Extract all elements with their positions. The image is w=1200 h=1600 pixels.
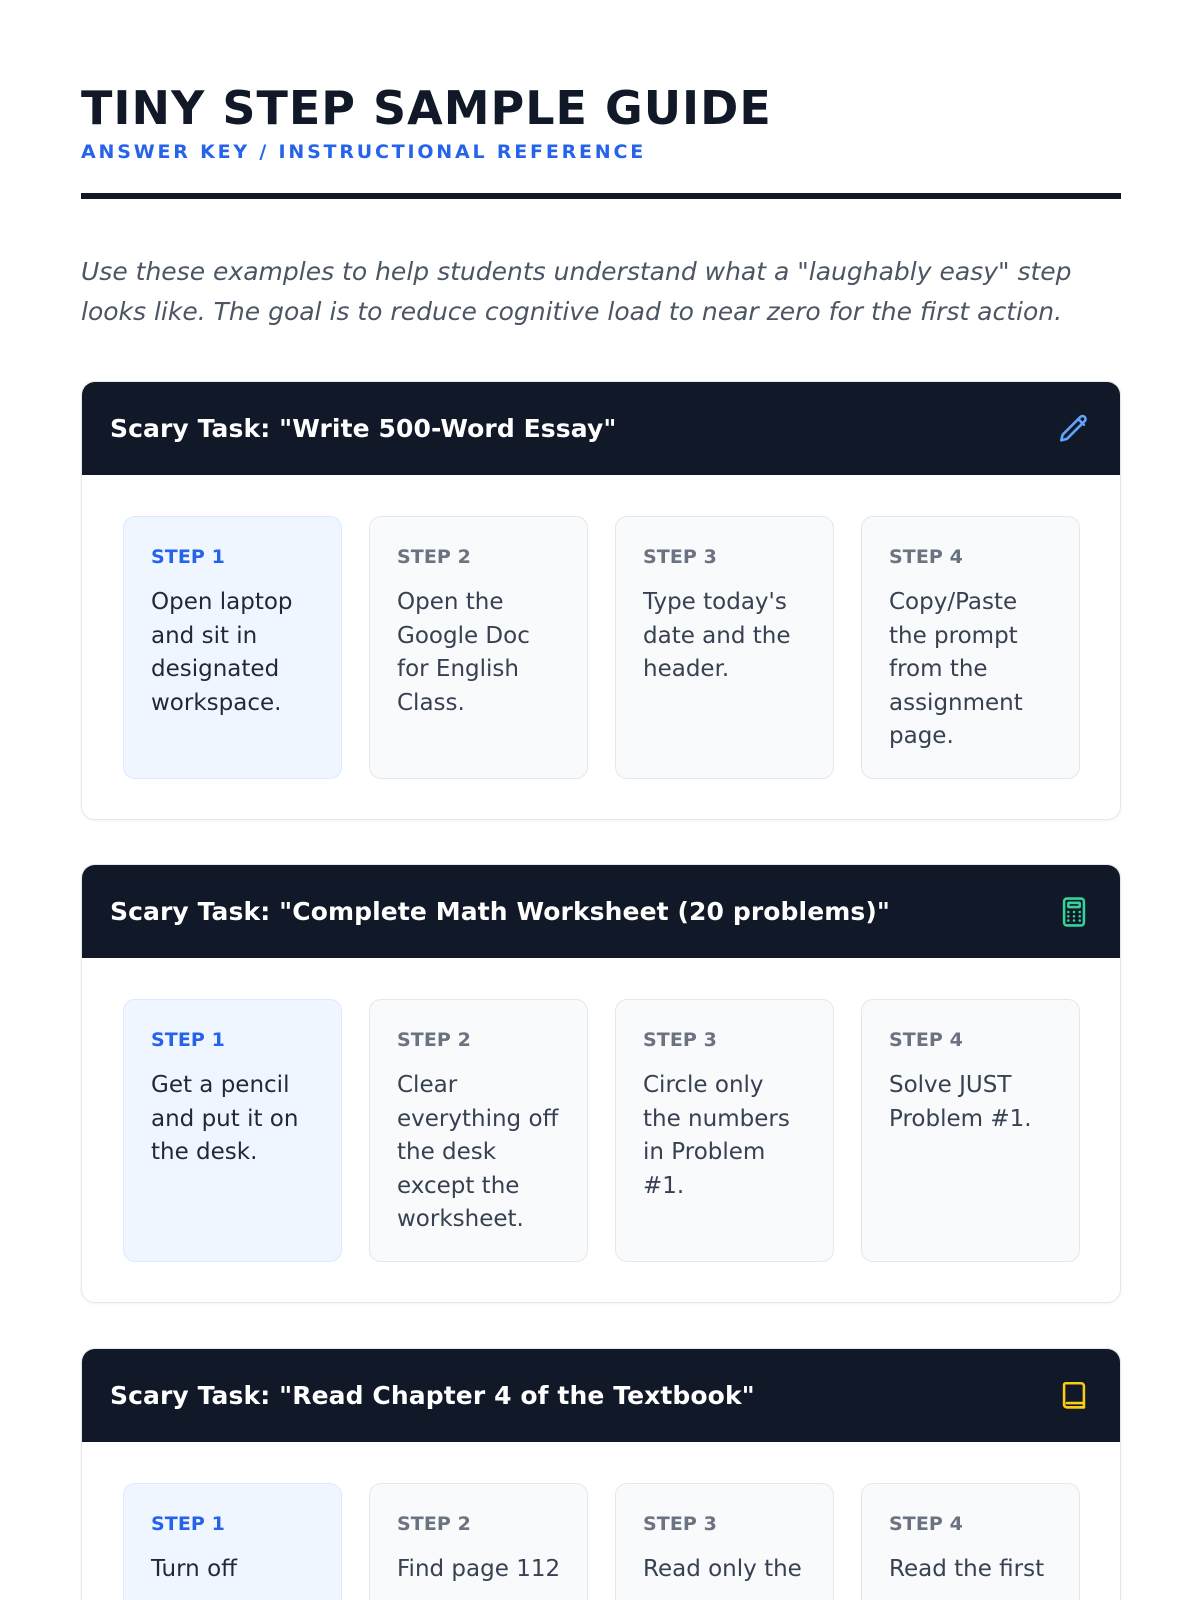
task-title: Scary Task: "Write 500-Word Essay": [110, 414, 617, 443]
step-card-1: [123, 516, 342, 779]
step-card-4: [861, 1483, 1080, 1600]
step-text: Type today's date and the header.: [643, 589, 791, 682]
task-header: [82, 865, 1120, 958]
step-card-4: [861, 516, 1080, 779]
step-card-2: [369, 516, 588, 779]
step-label: STEP 2: [397, 1513, 471, 1535]
step-text: Find page 112: [397, 1556, 561, 1582]
step-text: Open laptop and sit in designated workspace.: [151, 589, 293, 716]
step-card-1: [123, 1483, 342, 1600]
task-title: Scary Task: "Read Chapter 4 of the Textbook": [110, 1381, 755, 1410]
step-text: Solve JUST Problem #1.: [889, 1072, 1032, 1132]
page-subtitle: ANSWER KEY / INSTRUCTIONAL REFERENCE: [81, 141, 647, 163]
step-label: STEP 1: [151, 1513, 225, 1535]
step-label: STEP 4: [889, 1029, 963, 1051]
step-label: STEP 4: [889, 546, 963, 568]
step-card-3: [615, 516, 834, 779]
guide-header: [81, 82, 1121, 163]
header-divider: [81, 193, 1121, 199]
step-text: Read the first: [889, 1556, 1045, 1582]
step-text: Circle only the numbers in Problem #1.: [643, 1072, 790, 1199]
task-card-math: [81, 864, 1121, 1303]
task-card-essay: [81, 381, 1121, 820]
task-title: Scary Task: "Complete Math Worksheet (20 problems)": [110, 897, 891, 926]
task-header: [82, 1349, 1120, 1442]
task-steps: [82, 958, 1120, 1302]
step-label: STEP 1: [151, 546, 225, 568]
step-text: Read only the: [643, 1556, 802, 1582]
step-text: Clear everything off the desk except the worksheet.: [397, 1072, 559, 1232]
task-header: [82, 382, 1120, 475]
step-label: STEP 1: [151, 1029, 225, 1051]
calculator-icon: [1057, 895, 1091, 929]
pencil-icon: [1057, 412, 1091, 446]
task-card-reading: [81, 1348, 1121, 1600]
step-card-2: [369, 1483, 588, 1600]
step-card-3: [615, 999, 834, 1262]
step-label: STEP 3: [643, 546, 717, 568]
step-text: Turn off: [151, 1556, 237, 1582]
step-label: STEP 2: [397, 546, 471, 568]
step-label: STEP 3: [643, 1513, 717, 1535]
step-card-3: [615, 1483, 834, 1600]
step-text: Get a pencil and put it on the desk.: [151, 1072, 299, 1165]
step-card-2: [369, 999, 588, 1262]
book-icon: [1057, 1379, 1091, 1413]
task-steps: [82, 1442, 1120, 1600]
step-card-1: [123, 999, 342, 1262]
page-title: TINY STEP SAMPLE GUIDE: [81, 81, 772, 135]
step-label: STEP 2: [397, 1029, 471, 1051]
step-card-4: [861, 999, 1080, 1262]
step-text: Copy/Paste the prompt from the assignment page.: [889, 589, 1023, 749]
step-text: Open the Google Doc for English Class.: [397, 589, 530, 716]
task-steps: [82, 475, 1120, 819]
step-label: STEP 4: [889, 1513, 963, 1535]
intro-paragraph: Use these examples to help students understand what a "laughably easy" step looks like. The goal is to reduce cognitive load to near zero for the first action.: [81, 257, 1072, 326]
step-label: STEP 3: [643, 1029, 717, 1051]
